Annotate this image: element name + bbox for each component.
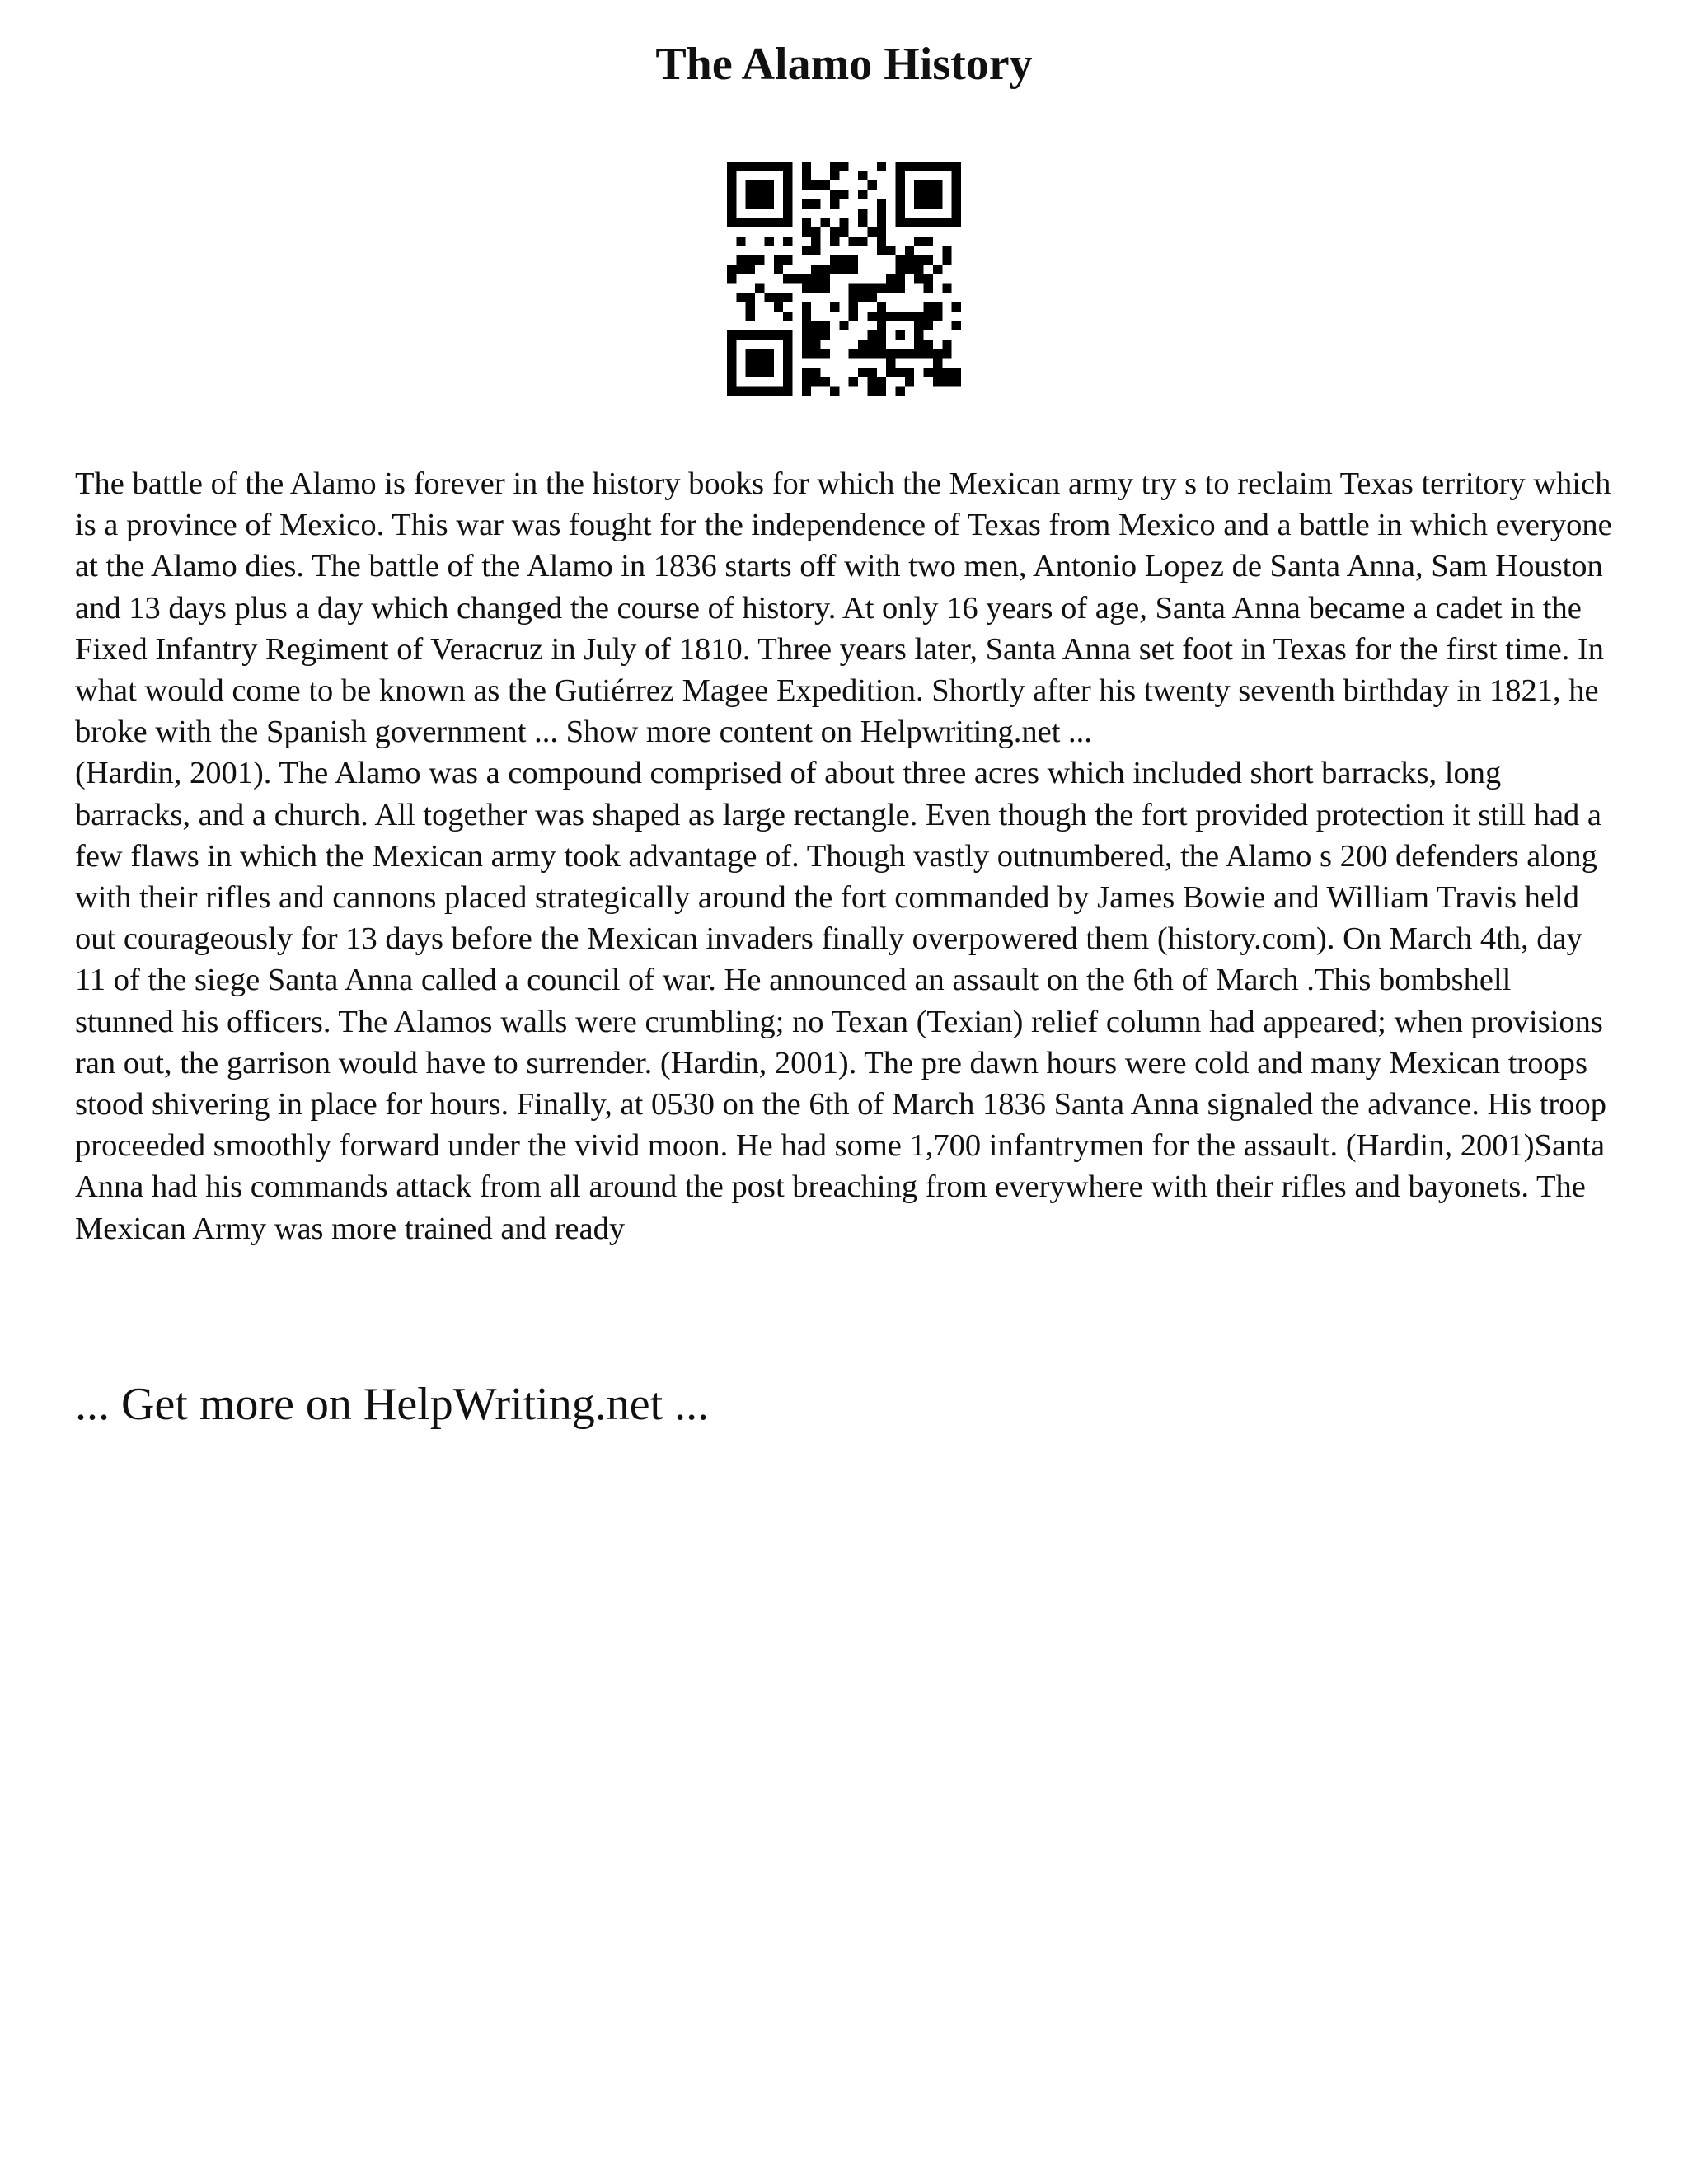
- qr-module: [895, 209, 904, 218]
- qr-module: [746, 265, 755, 274]
- qr-module: [933, 312, 942, 321]
- qr-module: [727, 349, 736, 358]
- paragraph: The battle of the Alamo is forever in the history books for which the Mexican army try s to reclaim Texas territory which is a province of Mexico. This war was fought for the independence of Texas from Mexico and a battle in which everyone at the Alamo dies. The battle of the Alamo in 1836 starts off with two men, Antonio Lopez de Santa Anna, Sam Houston and 13 days plus a day which changed the course of history. At only 16 years of age, Santa Anna became a cadet in the Fixed Infantry Regiment of Veracruz in July of 1810. Three years later, Santa Anna set foot in Texas for the first time. In what would come to be known as the Gutiérrez Magee Expedition. Shortly after his twenty seventh birthday in 1821, he broke with the Spanish government ... Show more content on Helpwriting.net ...: [75, 466, 1612, 750]
- qr-module: [849, 377, 858, 386]
- qr-module: [942, 284, 951, 293]
- qr-module: [914, 218, 923, 227]
- qr-module: [886, 312, 895, 321]
- qr-module: [867, 340, 876, 349]
- qr-module: [839, 265, 848, 274]
- qr-module: [764, 190, 773, 199]
- qr-module: [783, 359, 792, 368]
- qr-module: [886, 368, 895, 377]
- qr-module: [895, 265, 904, 274]
- qr-module: [942, 340, 951, 349]
- qr-module: [727, 190, 736, 199]
- qr-module: [877, 284, 886, 293]
- qr-module: [802, 218, 811, 227]
- qr-module: [736, 293, 745, 302]
- qr-module: [736, 387, 745, 396]
- qr-module: [802, 227, 811, 237]
- qr-module: [952, 199, 961, 208]
- qr-module: [952, 171, 961, 180]
- qr-module: [858, 190, 867, 199]
- qr-module: [877, 340, 886, 349]
- qr-module: [952, 209, 961, 218]
- qr-module: [746, 312, 755, 321]
- qr-module: [924, 162, 933, 171]
- qr-module: [867, 227, 876, 237]
- qr-module: [727, 368, 736, 377]
- qr-module: [895, 330, 904, 339]
- qr-module: [924, 349, 933, 358]
- qr-module: [811, 368, 820, 377]
- qr-module: [877, 246, 886, 255]
- qr-module: [811, 227, 820, 237]
- qr-module: [811, 321, 820, 330]
- qr-module: [727, 265, 736, 274]
- qr-module: [867, 330, 876, 339]
- qr-module: [886, 359, 895, 368]
- qr-module: [727, 359, 736, 368]
- qr-module: [811, 265, 820, 274]
- qr-module: [867, 293, 876, 302]
- qr-module: [867, 180, 876, 190]
- qr-module: [924, 340, 933, 349]
- qr-module: [811, 180, 820, 190]
- qr-module: [774, 162, 783, 171]
- qr-module: [755, 368, 764, 377]
- qr-module: [746, 180, 755, 190]
- qr-module: [783, 377, 792, 386]
- qr-module: [858, 218, 867, 227]
- qr-module: [783, 387, 792, 396]
- qr-module: [886, 246, 895, 255]
- qr-module: [858, 237, 867, 246]
- qr-module: [895, 274, 904, 283]
- qr-module: [802, 321, 811, 330]
- qr-module: [783, 180, 792, 190]
- qr-module: [764, 180, 773, 190]
- qr-module: [821, 284, 830, 293]
- qr-module: [877, 377, 886, 386]
- qr-module: [755, 255, 764, 265]
- qr-module: [839, 162, 848, 171]
- qr-module: [933, 218, 942, 227]
- qr-module: [830, 387, 839, 396]
- qr-module: [858, 209, 867, 218]
- qr-module: [811, 377, 820, 386]
- qr-module: [905, 368, 914, 377]
- qr-module: [774, 330, 783, 339]
- qr-module: [905, 218, 914, 227]
- qr-module: [783, 162, 792, 171]
- qr-module: [858, 284, 867, 293]
- qr-module: [924, 284, 933, 293]
- qr-module: [914, 321, 923, 330]
- qr-module: [905, 312, 914, 321]
- qr-module: [877, 218, 886, 227]
- qr-module: [746, 302, 755, 311]
- qr-module: [802, 171, 811, 180]
- qr-module: [895, 255, 904, 265]
- qr-module: [783, 312, 792, 321]
- qr-module: [877, 227, 886, 237]
- qr-module: [839, 227, 848, 237]
- qr-module: [905, 246, 914, 255]
- qr-module: [811, 284, 820, 293]
- qr-module: [821, 218, 830, 227]
- qr-module: [924, 255, 933, 265]
- qr-module: [839, 190, 848, 199]
- qr-module: [736, 237, 745, 246]
- qr-module: [839, 218, 848, 227]
- qr-module: [802, 180, 811, 190]
- qr-module: [755, 180, 764, 190]
- qr-module: [811, 237, 820, 246]
- qr-module: [952, 190, 961, 199]
- qr-module: [914, 190, 923, 199]
- qr-module: [952, 162, 961, 171]
- qr-module: [849, 312, 858, 321]
- qr-module: [952, 302, 961, 311]
- qr-module: [811, 199, 820, 208]
- qr-module: [895, 190, 904, 199]
- qr-module: [924, 237, 933, 246]
- qr-module: [933, 349, 942, 358]
- qr-module: [914, 237, 923, 246]
- qr-module: [924, 312, 933, 321]
- qr-module: [774, 302, 783, 311]
- qr-module: [905, 377, 914, 386]
- qr-module: [830, 171, 839, 180]
- qr-module: [755, 218, 764, 227]
- qr-module: [895, 312, 904, 321]
- qr-module: [821, 349, 830, 358]
- qr-module: [783, 368, 792, 377]
- qr-module: [952, 321, 961, 330]
- qr-module: [942, 368, 951, 377]
- qr-module: [877, 237, 886, 246]
- qr-module: [774, 255, 783, 265]
- qr-module: [877, 330, 886, 339]
- qr-module: [783, 218, 792, 227]
- qr-module: [924, 218, 933, 227]
- qr-module: [802, 246, 811, 255]
- qr-module: [933, 162, 942, 171]
- qr-module: [839, 255, 848, 265]
- qr-module: [746, 359, 755, 368]
- qr-module: [895, 199, 904, 208]
- qr-module: [727, 340, 736, 349]
- qr-module: [914, 349, 923, 358]
- qr-module: [867, 387, 876, 396]
- qr-module: [914, 199, 923, 208]
- qr-module: [830, 190, 839, 199]
- qr-module: [933, 265, 942, 274]
- qr-module: [830, 227, 839, 237]
- qr-module: [877, 199, 886, 208]
- qr-module: [942, 246, 951, 255]
- qr-module: [802, 162, 811, 171]
- qr-module: [830, 265, 839, 274]
- qr-module: [755, 387, 764, 396]
- qr-module: [727, 274, 736, 283]
- qr-module: [764, 199, 773, 208]
- qr-module: [933, 180, 942, 190]
- qr-module: [830, 199, 839, 208]
- qr-module: [764, 218, 773, 227]
- qr-module: [877, 162, 886, 171]
- qr-module: [783, 199, 792, 208]
- qr-module: [933, 190, 942, 199]
- qr-module: [849, 237, 858, 246]
- qr-module: [727, 162, 736, 171]
- qr-module: [736, 265, 745, 274]
- qr-module: [802, 340, 811, 349]
- qr-module: [802, 377, 811, 386]
- qr-module: [952, 368, 961, 377]
- qr-module: [867, 312, 876, 321]
- qr-module: [867, 349, 876, 358]
- qr-module: [783, 171, 792, 180]
- qr-module: [858, 368, 867, 377]
- qr-module: [802, 330, 811, 339]
- qr-module: [783, 255, 792, 265]
- qr-module: [830, 237, 839, 246]
- qr-module: [746, 218, 755, 227]
- qr-module: [877, 321, 886, 330]
- qr-module: [736, 218, 745, 227]
- qr-module: [746, 162, 755, 171]
- qr-module: [727, 330, 736, 339]
- qr-module: [755, 162, 764, 171]
- qr-module: [924, 302, 933, 311]
- qr-module: [736, 330, 745, 339]
- qr-module: [727, 171, 736, 180]
- qr-module: [858, 293, 867, 302]
- qr-module: [755, 284, 764, 293]
- qr-module: [783, 330, 792, 339]
- qr-module: [746, 199, 755, 208]
- qr-module: [942, 218, 951, 227]
- qr-module: [821, 265, 830, 274]
- qr-module: [877, 349, 886, 358]
- qr-module: [830, 162, 839, 171]
- qr-module: [924, 274, 933, 283]
- qr-module: [736, 162, 745, 171]
- qr-module: [895, 171, 904, 180]
- qr-module: [914, 274, 923, 283]
- qr-module: [811, 330, 820, 339]
- qr-module: [764, 359, 773, 368]
- get-more-link[interactable]: ... Get more on HelpWriting.net ...: [75, 1379, 710, 1430]
- paragraph: (Hardin, 2001). The Alamo was a compound comprised of about three acres which included short barracks, long barracks, and a church. All together was shaped as large rectangle. Even though the fort provided protection it still had a few flaws in which the Mexican army took advantage of. Though vastly outnumbered, the Alamo s 200 defenders along with their rifles and cannons placed strategically around the fort commanded by James Bowie and William Travis held out courageously for 13 days before the Mexican invaders finally overpowered them (history.com). On March 4th, day 11 of the siege Santa Anna called a council of war. He announced an assault on the 6th of March .This bombshell stunned his officers. The Alamos walls were crumbling; no Texan (Texian) relief column had appeared; when provisions ran out, the garrison would have to surrender. (Hardin, 2001). The pre dawn hours were cold and many Mexican troops stood shivering in place for hours. Finally, at 0530 on the 6th of March 1836 Santa Anna signaled the advance. His troop proceeded smoothly forward under the vivid moon. He had some 1,700 infantrymen for the assault. (Hardin, 2001)Santa Anna had his commands attack from all around the post breaching from everywhere with their rifles and bayonets. The Mexican Army was more trained and ready: [75, 756, 1606, 1246]
- qr-module: [895, 180, 904, 190]
- qr-module: [783, 340, 792, 349]
- qr-module: [849, 293, 858, 302]
- qr-module: [942, 377, 951, 386]
- qr-module: [924, 368, 933, 377]
- qr-module: [793, 274, 802, 283]
- qr-module: [783, 190, 792, 199]
- page-title: The Alamo History: [655, 39, 1033, 90]
- qr-module: [802, 274, 811, 283]
- article-body: [75, 463, 1616, 1249]
- qr-module: [774, 218, 783, 227]
- qr-module: [746, 349, 755, 358]
- qr-module: [952, 377, 961, 386]
- qr-module: [952, 218, 961, 227]
- qr-module: [764, 293, 773, 302]
- qr-module: [727, 387, 736, 396]
- qr-module: [914, 180, 923, 190]
- qr-module: [764, 349, 773, 358]
- qr-module: [924, 190, 933, 199]
- qr-code-icon[interactable]: [727, 162, 961, 396]
- qr-module: [858, 340, 867, 349]
- qr-module: [933, 377, 942, 386]
- qr-module: [764, 387, 773, 396]
- qr-module: [895, 218, 904, 227]
- qr-module: [952, 180, 961, 190]
- qr-module: [924, 180, 933, 190]
- qr-module: [914, 162, 923, 171]
- qr-module: [727, 199, 736, 208]
- qr-module: [783, 293, 792, 302]
- qr-module: [830, 302, 839, 311]
- qr-module: [811, 349, 820, 358]
- qr-module: [727, 377, 736, 386]
- qr-module: [942, 349, 951, 358]
- qr-module: [727, 209, 736, 218]
- qr-module: [736, 255, 745, 265]
- qr-module: [933, 368, 942, 377]
- qr-module: [914, 265, 923, 274]
- qr-module: [849, 255, 858, 265]
- qr-module: [858, 171, 867, 180]
- qr-module: [774, 293, 783, 302]
- qr-module: [849, 302, 858, 311]
- qr-module: [727, 218, 736, 227]
- qr-module: [727, 180, 736, 190]
- qr-module: [914, 312, 923, 321]
- qr-module: [830, 255, 839, 265]
- qr-module: [802, 387, 811, 396]
- qr-module: [783, 237, 792, 246]
- qr-module: [755, 330, 764, 339]
- qr-module: [802, 368, 811, 377]
- qr-module: [821, 330, 830, 339]
- qr-module: [764, 237, 773, 246]
- qr-module: [802, 302, 811, 311]
- qr-module: [746, 255, 755, 265]
- qr-module: [811, 246, 820, 255]
- qr-module: [746, 190, 755, 199]
- qr-module: [774, 387, 783, 396]
- qr-module: [867, 284, 876, 293]
- qr-module: [895, 284, 904, 293]
- qr-module: [811, 340, 820, 349]
- qr-module: [755, 359, 764, 368]
- qr-module: [783, 349, 792, 358]
- qr-module: [877, 312, 886, 321]
- qr-module: [877, 302, 886, 311]
- qr-module: [746, 387, 755, 396]
- qr-module: [905, 265, 914, 274]
- qr-module: [821, 377, 830, 386]
- qr-module: [858, 349, 867, 358]
- qr-module: [746, 330, 755, 339]
- qr-module: [802, 349, 811, 358]
- qr-module: [821, 180, 830, 190]
- qr-module: [774, 265, 783, 274]
- qr-module: [783, 209, 792, 218]
- qr-module: [764, 368, 773, 377]
- qr-module: [764, 330, 773, 339]
- qr-module: [933, 302, 942, 311]
- qr-module: [802, 312, 811, 321]
- qr-module: [924, 321, 933, 330]
- qr-module: [886, 284, 895, 293]
- qr-module: [867, 368, 876, 377]
- qr-module: [933, 359, 942, 368]
- qr-module: [755, 199, 764, 208]
- qr-module: [914, 255, 923, 265]
- qr-module: [905, 255, 914, 265]
- qr-module: [914, 340, 923, 349]
- qr-module: [849, 284, 858, 293]
- qr-module: [764, 162, 773, 171]
- qr-module: [886, 349, 895, 358]
- qr-module: [755, 190, 764, 199]
- qr-module: [849, 265, 858, 274]
- qr-module: [783, 274, 792, 283]
- qr-module: [895, 368, 904, 377]
- qr-module: [811, 274, 820, 283]
- qr-module: [895, 387, 904, 396]
- qr-module: [886, 274, 895, 283]
- qr-module: [877, 209, 886, 218]
- qr-module: [914, 330, 923, 339]
- qr-module: [942, 255, 951, 265]
- qr-module: [821, 274, 830, 283]
- qr-module: [746, 293, 755, 302]
- qr-module: [802, 284, 811, 293]
- qr-module: [802, 199, 811, 208]
- qr-module: [746, 368, 755, 377]
- qr-module: [821, 321, 830, 330]
- qr-module: [839, 321, 848, 330]
- qr-module: [895, 349, 904, 358]
- qr-module: [877, 387, 886, 396]
- qr-module: [924, 199, 933, 208]
- qr-module: [905, 162, 914, 171]
- qr-module: [895, 162, 904, 171]
- qr-module: [849, 349, 858, 358]
- qr-module: [942, 162, 951, 171]
- qr-module: [755, 349, 764, 358]
- qr-module: [933, 199, 942, 208]
- qr-module: [905, 349, 914, 358]
- qr-module: [867, 377, 876, 386]
